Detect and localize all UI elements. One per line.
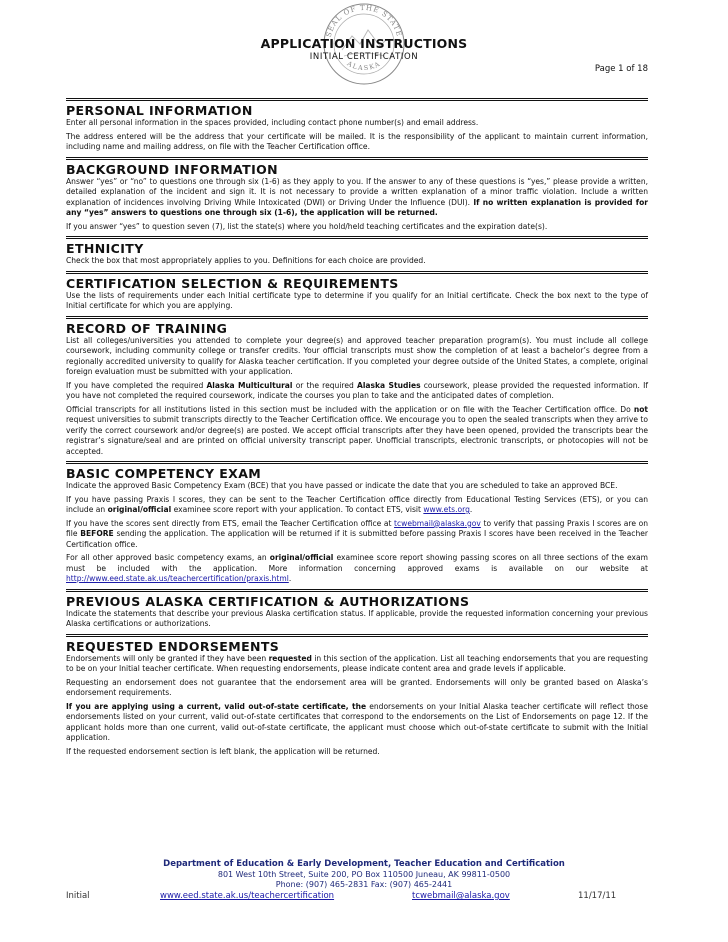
- seal-top-text: SEAL OF THE STATE: [324, 3, 404, 38]
- paragraph: If you have passing Praxis I scores, they can be sent to the Teacher Certification office directly from Educational Testing Services (ETS), or you can include an original/official examinee score report with your application. To contact ETS, visit www.ets.org.: [66, 494, 648, 514]
- footer-date: 11/17/11: [578, 891, 617, 901]
- svg-text:SEAL OF THE STATE: [325, 4, 404, 38]
- seal-bottom-text: ALASKA: [345, 59, 383, 73]
- paragraph: Enter all personal information in the spaces provided, including contact phone number(s) and email address.: [66, 118, 479, 127]
- section-background-information: [66, 157, 648, 233]
- footer-email-link[interactable]: tcwebmail@alaska.gov: [412, 891, 510, 901]
- paragraph: If you have completed the required Alaska Multicultural or the required Alaska Studies coursework, please provided the requested information. If you have not completed the required coursework, indicate the courses you plan to take and the anticipated dates of completion.: [66, 380, 648, 400]
- paragraph: Endorsements will only be granted if they have been requested in this section of the application. List all teaching endorsements that you are requesting to be on your Initial teacher certificate. When requesting endorsements, please indicate content area and grade levels if applicable.: [66, 653, 648, 673]
- section-basic-competency-exam: [66, 461, 648, 585]
- paragraph: If you are applying using a current, valid out-of-state certificate, the endorsements on your Initial Alaska teacher certificate will reflect those endorsements listed on your current, valid out-of-state certificates that correspond to the endorsements on the List of Endorsements on page 12. If the applicant holds more than one current, valid out-of-state certificate, the applicant must choose which out-of-state certificate to submit with the Initial application.: [66, 701, 648, 742]
- praxis-link[interactable]: http://www.eed.state.ak.us/teachercertification/praxis.html: [66, 574, 289, 583]
- section-previous-alaska-certification: [66, 589, 648, 630]
- footer-website-link[interactable]: www.eed.state.ak.us/teachercertification: [160, 891, 335, 901]
- paragraph: Indicate the approved Basic Competency Exam (BCE) that you have passed or indicate the date that you are scheduled to take an approved BCE.: [66, 481, 618, 490]
- section-heading: CERTIFICATION SELECTION & REQUIREMENTS: [66, 271, 648, 291]
- footer-phone: Phone: (907) 465-2831 Fax: (907) 465-2441: [275, 880, 453, 889]
- section-heading: REQUESTED ENDORSEMENTS: [66, 634, 648, 654]
- section-heading: BACKGROUND INFORMATION: [66, 157, 648, 177]
- paragraph: Answer “yes” or “no” to questions one through six (1-6) as they apply to you. If the answer to any of these questions is “yes,” please provide a written, detailed explanation of the incident and sign it. It is not necessary to provide a written explanation of a minor traffic violation. Include a written explanation of incidences involving Driving While Intoxicated (DWI) or Driving Under the Influence (DUI). If no written explanation is provided for any “yes” answers to questions one through six (1-6), the application will be returned.: [66, 176, 648, 217]
- footer-address: 801 West 10th Street, Suite 200, PO Box 110500 Juneau, AK 99811-0500: [217, 870, 511, 879]
- footer-form-type: Initial: [66, 891, 90, 901]
- email-link[interactable]: tcwebmail@alaska.gov: [394, 518, 481, 528]
- section-heading: RECORD OF TRAINING: [66, 316, 648, 336]
- paragraph: For all other approved basic competency exams, an original/official examinee score report showing passing scores on all three sections of the exam must be included with the application. More information concerning approved exams is available on our website at http://www.eed.state.ak.us/teachercertification/praxis.html.: [66, 553, 648, 583]
- section-heading: BASIC COMPETENCY EXAM: [66, 461, 648, 481]
- ets-link[interactable]: www.ets.org: [423, 505, 470, 514]
- section-heading: ETHNICITY: [66, 236, 648, 256]
- section-personal-information: [66, 98, 648, 153]
- paragraph: List all colleges/universities you attended to complete your degree(s) and approved teacher preparation program(s). You must include all college coursework, including community college or transfer credits. Your official transcripts must show the completion of at least a bachelor’s degree from a regionally accredited university to qualify for Alaska teacher certification. If you completed your degree outside of the United States, a complete, original foreign evaluation must be submitted with your application.: [66, 335, 648, 376]
- paragraph: The address entered will be the address that your certificate will be mailed. It is the responsibility of the applicant to maintain current information, including name and mailing address, on file with the Teacher Certification office.: [66, 131, 648, 151]
- instructions-content: [66, 94, 648, 760]
- paragraph: Use the lists of requirements under each Initial certificate type to determine if you qualify for an Initial certificate. Check the box next to the type of Initial certificate for which you are applying.: [66, 290, 648, 310]
- paragraph: Indicate the statements that describe your previous Alaska certification status. If applicable, provide the requested information concerning your previous Alaska certifications or authorizations.: [66, 608, 648, 628]
- paragraph: Requesting an endorsement does not guarantee that the endorsement area will be granted. Endorsements will only be granted based on Alaska’s endorsement requirements.: [66, 677, 648, 697]
- paragraph: If you answer “yes” to question seven (7), list the state(s) where you hold/held teaching certificates and the expiration date(s).: [66, 221, 548, 231]
- bold-warning: If no written explanation is provided for any “yes” answers to questions one through six (1-6), the application will be returned.: [66, 197, 648, 217]
- section-record-of-training: [66, 316, 648, 458]
- page-number: Page 1 of 18: [594, 64, 648, 74]
- section-ethnicity: [66, 236, 648, 267]
- document-subtitle: INITIAL CERTIFICATION: [309, 52, 419, 62]
- section-requested-endorsements: [66, 634, 648, 758]
- section-heading: PREVIOUS ALASKA CERTIFICATION & AUTHORIZATIONS: [66, 589, 648, 609]
- paragraph: Official transcripts for all institutions listed in this section must be included with the application or on file with the Teacher Certification office. Do not request universities to submit transcripts directly to the Teacher Certification office. We encourage you to open the sealed transcripts when they arrive to verify the correct coursework and/or degree(s) are posted. We accept official transcripts after they have been opened, provided the transcripts bear the registrar’s signature/seal and are printed on official university transcript paper. Unofficial transcripts, electronic transcripts, or photocopies will not be accepted.: [66, 404, 648, 456]
- section-heading: PERSONAL INFORMATION: [66, 98, 648, 118]
- paragraph: Check the box that most appropriately applies to you. Definitions for each choice are provided.: [66, 256, 426, 265]
- section-certification-selection: [66, 271, 648, 312]
- document-title: APPLICATION INSTRUCTIONS: [260, 36, 468, 51]
- paragraph: If you have the scores sent directly from ETS, email the Teacher Certification office at tcwebmail@alaska.gov to verify that passing Praxis I scores are on file BEFORE sending the application. The application will be returned if it is submitted before passing Praxis I scores have been received in the Teacher Certification office.: [66, 518, 648, 549]
- paragraph: If the requested endorsement section is left blank, the application will be returned.: [66, 746, 380, 756]
- footer-department: Department of Education & Early Development, Teacher Education and Certification: [163, 859, 565, 869]
